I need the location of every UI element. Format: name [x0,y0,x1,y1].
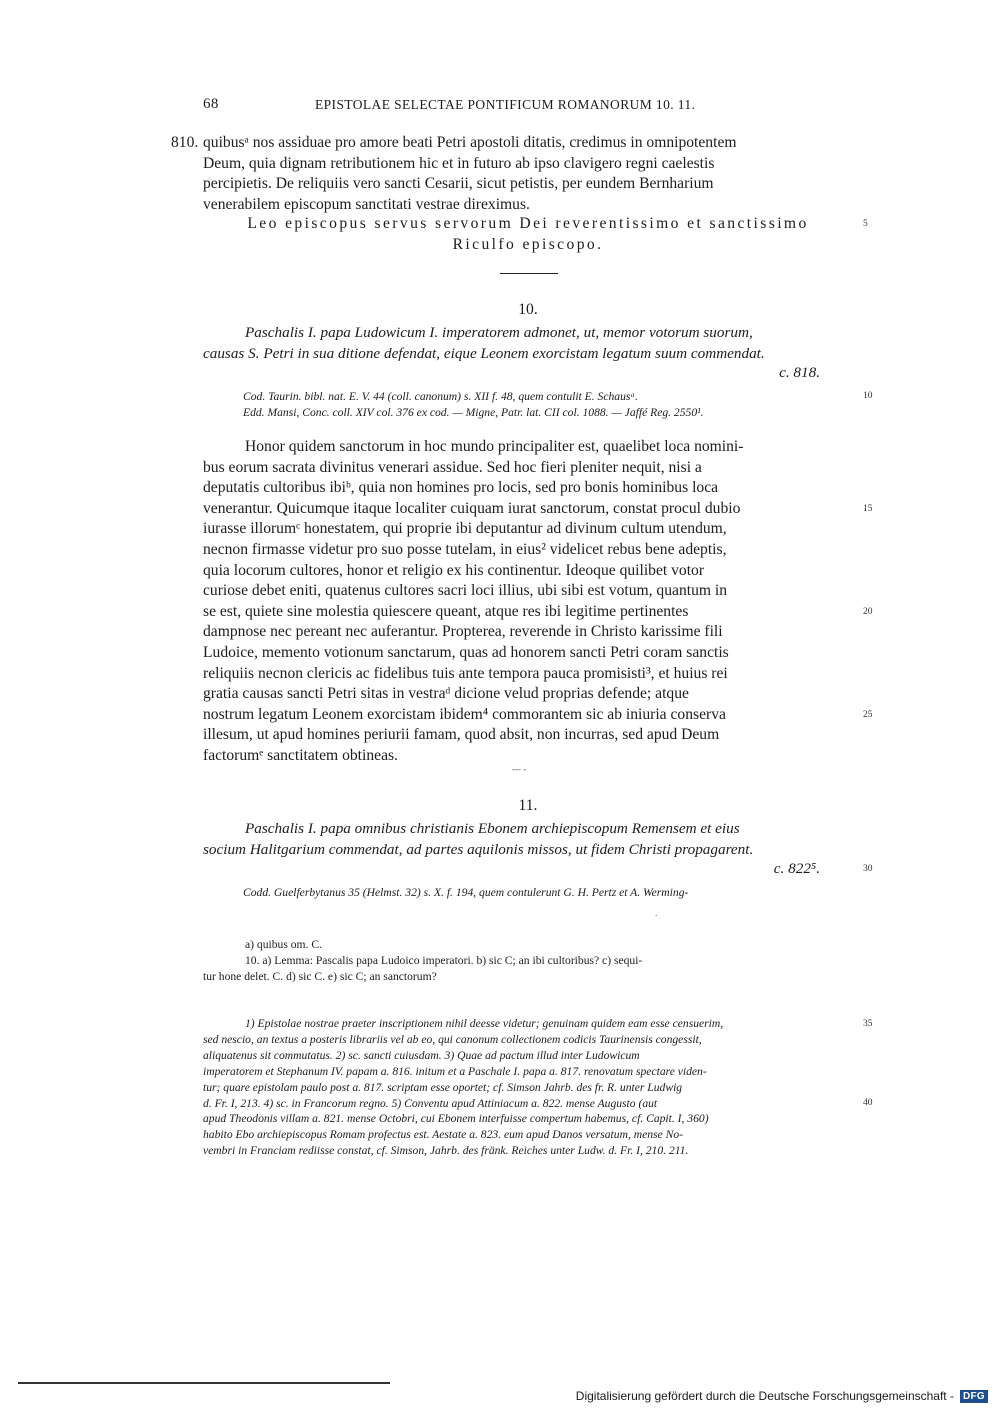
section-divider [500,273,558,274]
sources [243,885,855,901]
body-line: bus eorum sacrata divinitus venerari assidue. Sed hoc fieri pleniter nequit, nisi a [203,458,702,476]
body-line: factorumᵉ sanctitatem obtineas. [203,746,398,764]
footnote-line: aliquatenus sit commutatus. 2) sc. sancti cuiusdam. 3) Quae ad pactum illud inter Ludowicum [203,1048,640,1062]
text-line: quibusᵃ nos assiduae pro amore beati Petri apostoli ditatis, credimus in omnipotentem [203,134,737,151]
body-line: reliquiis necnon clericis ac fidelibus tuis ante tempora pauca promisisti³, et huius rei [203,664,728,682]
footnote-line: imperatorem et Stephanum IV. papam a. 816. initum et a Paschale I. papa a. 817. renovatum spectare viden- [203,1064,707,1078]
regest-line: Paschalis I. papa omnibus christianis Ebonem archiepiscopum Remensem et eius [245,820,740,837]
body-line: curiose debet eniti, quatenus cultores sacri loci illius, ubi sibi est votum, quantum in [203,582,728,600]
footnote-line: 1) Epistolae nostrae praeter inscriptionem nihil deesse videtur; genuinam quidem eam esse censuerim, [245,1017,724,1030]
footnotes [203,1016,853,1159]
credit-text: Digitalisierung gefördert durch die Deutsche Forschungsgemeinschaft - [575,1389,954,1403]
letter-number: 10. [518,301,538,318]
regest-line: causas S. Petri in sua ditione defendat, eique Leonem exorcistam legatum suum commendat. [203,344,765,362]
body-line: quia locorum cultores, honor et religio ex his continentur. Ideoque quilibet votor [203,561,705,579]
body-line: Ludoice, memento votionum sanctarum, quas ad honorem sancti Petri coram sanctis [203,643,729,661]
letter-body [203,437,853,767]
apparatus-line: a) quibus om. C. [245,938,322,951]
running-title: EPISTOLAE SELECTAE PONTIFICUM ROMANORUM 10. 11. [315,97,696,112]
source-line: Edd. Mansi, Conc. coll. XIV col. 376 ex cod. — Migne, Patr. lat. CII col. 1088. — Jaffé Reg. 2550¹. [243,405,704,419]
body-line: necnon firmasse videtur pro suo posse tutelam, in eius² videlicet rebus bene adeptis, [203,540,727,558]
line-number: 40 [863,1098,873,1108]
footnote-line: habito Ebo archiepiscopus Romam profectus est. Aestate a. 823. eum apud Danos versatum, mense No- [203,1128,684,1142]
source-line: Codd. Guelferbytanus 35 (Helmst. 32) s. X. f. 194, quem contulerunt G. H. Pertz et A. Werming- [243,886,689,899]
text-line: Deum, quia dignam retributionem hic et in futuro ab ipso clavigero regni caelestis [203,154,715,172]
body-line: dampnose nec pereant nec auferantur. Propterea, reverende in Christo karissime fili [203,623,723,641]
body-line: iurasse illorumᶜ honestatem, qui proprie ibi deputantur ad divinum cultum utendum, [203,520,727,538]
letter-date: c. 822⁵. [773,860,820,877]
line-number: 30 [863,864,873,874]
regest-line: socium Halitgarium commendat, ad partes aquilonis missos, ut fidem Christi propagarent. [203,840,754,858]
inscription-line: Leo episcopus servus servorum Dei reverentissimo et sanctissimo [247,215,809,232]
line-number: 15 [863,504,873,514]
page-header [203,96,755,116]
text-line: percipietis. De reliquiis vero sancti Cesarii, sicut petistis, per eundem Bernharium [203,175,714,193]
regest [203,819,853,860]
text-line: venerabilem episcopum sanctitati vestrae direximus. [203,195,530,213]
inscription-line: Riculfo episcopo. [452,235,604,253]
digitization-credit [576,1389,988,1403]
line-number: 25 [863,710,873,720]
year-marker: 810. [171,134,199,151]
dot-mark: . [655,908,658,918]
line-number: 35 [863,1019,873,1029]
letter-date: c. 818. [779,364,820,381]
separator-mark: --- - [512,764,527,774]
body-line: se est, quiete sine molestia quiescere queant, atque res ibi legitime pertinentes [203,602,689,620]
line-number: 20 [863,607,873,617]
sources [243,389,855,420]
apparatus-line: 10. a) Lemma: Pascalis papa Ludoico imperatori. b) sic C; an ibi cultoribus? c) sequi- [245,954,643,967]
body-line: venerantur. Quicumque itaque localiter cuiquam iurat sanctorum, constat procul dubio [203,499,741,517]
letter-number: 11. [518,797,538,814]
critical-apparatus [203,937,853,985]
body-line: nostrum legatum Leonem exorcistam ibidem⁴ commorantem sic ab iniuria conserva [203,705,726,723]
body-line: illesum, ut apud homines periurii famam, quod absit, non incurras, sed apud Deum [203,726,720,744]
footnote-line: apud Theodonis villam a. 821. mense Octobri, cui Ebonem interfuisse compertum habemus, cf. Capit. I, 360) [203,1112,709,1126]
footnote-line: vembri in Franciam rediisse constat, cf. Simson, Jahrb. des fränk. Reiches unter Ludw. d. Fr. I, 210. 211. [203,1144,689,1158]
body-line: gratia causas sancti Petri sitas in vestraᵈ dicione velud proprias defende; atque [203,685,689,703]
continuation-text [203,133,853,215]
footnote-line: tur; quare epistolam paulo post a. 817. scriptam esse oportet; cf. Simson Jahrb. des fr. R. unter Ludwig [203,1080,683,1094]
regest-line: Paschalis I. papa Ludowicum I. imperatorem admonet, ut, memor votorum suorum, [245,324,753,341]
footnote-line: sed nescio, an textus a posteris librariis vel ab eo, qui canonum collectionem codicis Taurinensis congessit, [203,1032,702,1046]
inscription [203,214,853,255]
footnote-line: d. Fr. I, 213. 4) sc. in Francorum regno. 5) Conventu apud Attiniacum a. 822. mense Augusto (aut [203,1096,658,1110]
body-line: Honor quidem sanctorum in hoc mundo principaliter est, quaelibet loca nomini- [245,438,744,455]
line-number: 5 [863,219,868,229]
regest [203,323,853,364]
line-number: 10 [863,391,873,401]
page-number: 68 [203,96,219,112]
scan-strip [18,1382,390,1384]
dfg-logo: DFG [960,1390,988,1403]
body-line: deputatis cultoribus ibiᵇ, quia non homines pro locis, sed pro bonis hominibus loca [203,479,719,497]
apparatus-line: tur hone delet. C. d) sic C. e) sic C; an sanctorum? [203,970,437,983]
source-line: Cod. Taurin. bibl. nat. E. V. 44 (coll. canonum) s. XII f. 48, quem contulit E. Schausᵃ. [243,390,638,403]
